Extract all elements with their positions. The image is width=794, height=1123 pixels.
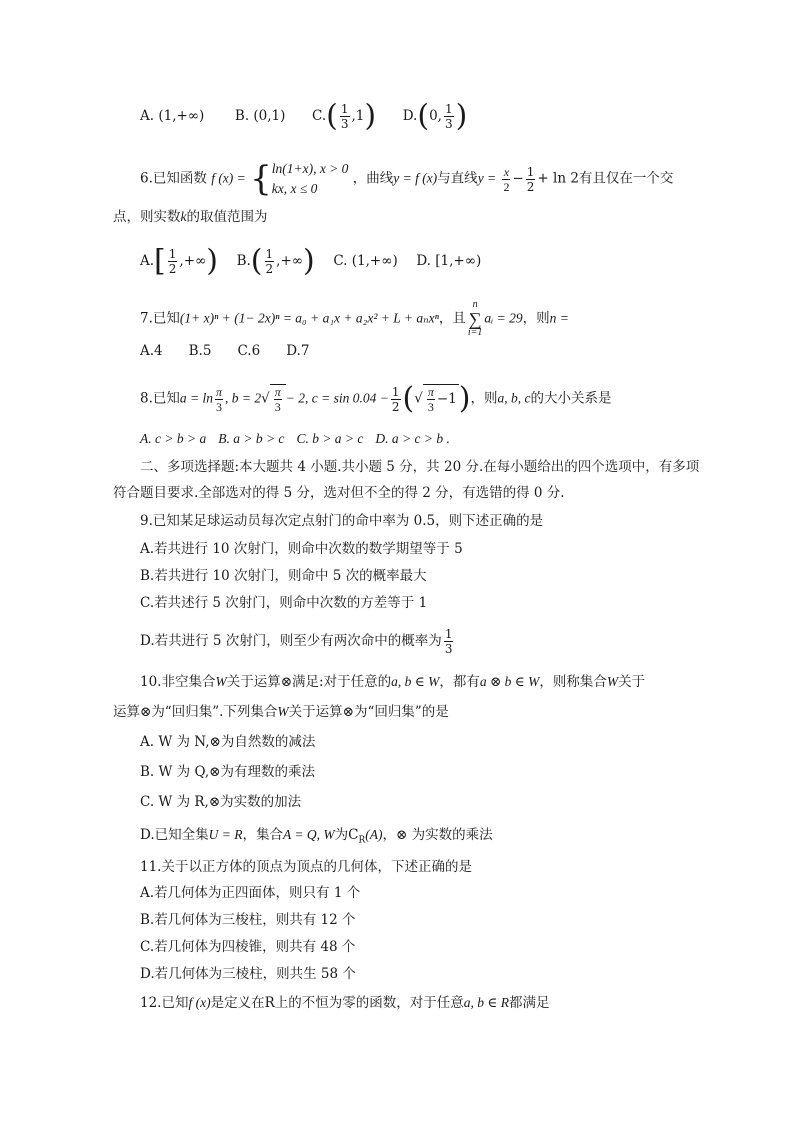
q11-stem: 11.关于以正方体的顶点为顶点的几何体，下述正确的是 bbox=[140, 859, 472, 875]
q6-lead: 6.已知函数 bbox=[140, 170, 207, 187]
q8-pi-over-3-a: $\frac{\pi}{3}$ bbox=[216, 384, 223, 414]
q6-option-a-rest: ,+∞ bbox=[179, 253, 207, 269]
q7-tail: ，则 bbox=[522, 310, 550, 327]
q8-half: $\frac{1}{2}$ bbox=[391, 384, 400, 414]
q6-options: A.[ $\frac{1}{2}$ ,+∞) B.( $\frac{1}{2}$ ,+∞) C. (1,+∞) D. [1,+∞) bbox=[140, 243, 482, 279]
q7-option-b: B.5 bbox=[188, 343, 212, 359]
q5-option-c-prefix: C. bbox=[312, 108, 327, 124]
q9-stem: 9.已知某足球运动员每次定点射门的命中率为 0.5，则下述正确的是 bbox=[140, 513, 544, 529]
q8-option-d: D. a > c > b . bbox=[375, 431, 450, 446]
q6-option-a-fraction: $\frac{1}{2}$ bbox=[168, 247, 177, 276]
q10-l1-a: 10.非空集合 bbox=[140, 674, 216, 690]
q5-option-a: A. (1,+∞) bbox=[140, 108, 205, 124]
q6-with-line: 与直线 bbox=[437, 170, 478, 187]
q9-option-b: B.若共进行 10 次射门，则命中 5 次的概率最大 bbox=[140, 568, 427, 584]
q6-stem: 6.已知函数 f (x) = { ln(1+x), x > 0 kx, x ≤ 0 ，曲线y = f (x)与直线y = $\frac{x}{2}$ − $\frac{1}{2}$ + ln 2有且仅在一个交 bbox=[140, 159, 674, 199]
q6-ln2: + ln 2 bbox=[537, 170, 579, 187]
q8-tail: ，则 bbox=[470, 390, 498, 407]
q10-l2-a: 运算 bbox=[113, 704, 140, 720]
q5-options: A. (1,+∞) B. (0,1) C.( $\frac{1}{3}$ ,1) D.(0, $\frac{1}{3}$ ) bbox=[140, 98, 468, 134]
q10-op: ⊗ bbox=[280, 674, 293, 690]
q10-stem-line1 bbox=[140, 672, 645, 692]
q10-d-d: ，⊗ 为实数的乘法 bbox=[382, 827, 493, 843]
q8-b: , b = 2 bbox=[225, 390, 262, 406]
q10-W-2: W bbox=[606, 674, 619, 689]
q10-W-3: W bbox=[277, 704, 289, 719]
q10-l1-b: 关于运算 bbox=[226, 674, 281, 690]
q9-option-c: C.若共述行 5 次射门，则命中次数的方差等于 1 bbox=[140, 595, 428, 611]
q6-option-b-rest: ,+∞ bbox=[276, 253, 304, 269]
q10-d-u: U = R bbox=[208, 827, 243, 842]
q8-a: a = ln bbox=[179, 390, 214, 406]
q12-fx: f (x) bbox=[188, 995, 211, 1010]
section2-heading: 二、多项选择题:本大题共 4 小题.共小题 5 分，共 20 分.在每小题给出的四个选项中，有多项 bbox=[140, 459, 700, 475]
q10-l2-d: 为“回归集”的是 bbox=[353, 704, 449, 720]
q5-option-c-fraction: $\frac{1}{3}$ bbox=[340, 102, 349, 131]
q6-option-b-fraction: $\frac{1}{2}$ bbox=[265, 247, 274, 276]
q12-b: 是定义在 bbox=[210, 995, 265, 1011]
q10-W: W bbox=[215, 674, 227, 689]
q10-d-sub: R bbox=[358, 835, 366, 846]
q7-option-a: A.4 bbox=[140, 343, 163, 359]
q6-option-c: C. (1,+∞) bbox=[333, 253, 398, 269]
q6-line2-text: 点，则实数 bbox=[113, 209, 181, 225]
q12-c: 上的不恒为零的函数，对于任意 bbox=[274, 995, 464, 1011]
q10-option-b: B. W 为 Q,⊗为有理数的乘法 bbox=[140, 764, 315, 780]
q10-l2-b: 为“回归集”.下列集合 bbox=[151, 704, 278, 720]
q6-curve: y = f (x) bbox=[393, 170, 438, 186]
q6-option-a-prefix: A. bbox=[140, 253, 155, 269]
q8-abc: a, b, c bbox=[497, 390, 531, 406]
q10-d-comp2: (A) bbox=[365, 827, 383, 842]
q10-l1-e: ，则称集合 bbox=[539, 674, 607, 690]
q10-aob: a ⊗ b ∈ W bbox=[479, 674, 540, 689]
q9-option-a: A.若共进行 10 次射门，则命中次数的数学期望等于 5 bbox=[140, 541, 463, 557]
q7-option-d: D.7 bbox=[286, 343, 310, 359]
q6-x-over-2: $\frac{x}{2}$ bbox=[503, 164, 510, 194]
q11-option-a: A.若几何体为正四面体，则只有 1 个 bbox=[140, 885, 361, 901]
q6-line-y: y = bbox=[477, 170, 497, 186]
q8-sqrt-b: $\frac{\pi}{3}$ bbox=[270, 384, 286, 414]
q10-stem-line2 bbox=[113, 702, 449, 722]
q7-sum: n ∑ i=1 bbox=[467, 299, 483, 338]
q12-d: 都满足 bbox=[509, 995, 550, 1011]
q8-stem: 8.已知a = ln $\frac{\pi}{3}$ , b = 2√ $\frac{\pi}{3}$ − 2, c = sin 0.04 − $\frac{1}{2}$ (√ $\frac{\pi}{3}$ −1)，则a, b, c的大小关系是 bbox=[140, 381, 612, 416]
q7-lead: 7.已知 bbox=[140, 310, 180, 327]
q10-d-set: A = Q, W bbox=[283, 827, 335, 842]
q8-c: − 2, c = sin 0.04 − bbox=[285, 390, 389, 406]
q5-option-d-fraction: $\frac{1}{3}$ bbox=[444, 102, 453, 131]
q9-option-d-text: D.若共进行 5 次射门，则至少有两次命中的概率为 bbox=[140, 633, 442, 649]
q7-and: ，且 bbox=[438, 310, 466, 327]
q5-option-d-prefix: D. bbox=[402, 108, 418, 124]
q8-lead: 8.已知 bbox=[140, 390, 180, 407]
q8-sqrt-c: $\frac{\pi}{3}$ −1 bbox=[423, 384, 459, 414]
q10-op-3: ⊗ bbox=[342, 704, 354, 720]
q6-line2-tail: 的取值范围为 bbox=[186, 209, 268, 225]
q6-k: k bbox=[180, 209, 187, 224]
q10-l1-f: 关于 bbox=[618, 674, 646, 690]
q12-stem bbox=[140, 993, 550, 1013]
q11-option-c: C.若几何体为四棱锥，则共有 48 个 bbox=[140, 939, 356, 955]
q12-a: 12.已知 bbox=[140, 995, 189, 1011]
q8-option-a: A. c > b > a bbox=[140, 431, 207, 446]
q9-option-d bbox=[140, 627, 455, 656]
q6-function: f (x) = bbox=[211, 170, 246, 186]
q9-option-d-fraction: $\frac{1}{3}$ bbox=[444, 627, 453, 656]
q5-option-d-first: 0, bbox=[429, 108, 442, 124]
q12-ab: a, b ∈ R bbox=[463, 995, 510, 1010]
q6-mid: ，曲线 bbox=[352, 170, 394, 187]
q8-options bbox=[140, 429, 450, 449]
q8-option-c: C. b > a > c bbox=[296, 431, 364, 446]
q5-option-b: B. (0,1) bbox=[234, 108, 286, 124]
q10-ab: a, b ∈ W bbox=[391, 674, 440, 689]
section2-instructions: 符合题目要求.全部选对的得 5 分，选对但不全的得 2 分，有选错的得 0 分. bbox=[113, 485, 565, 501]
q10-option-c: C. W 为 R,⊗为实数的加法 bbox=[140, 794, 302, 810]
q7-stem bbox=[140, 300, 569, 338]
q7-expansion: (1+ x)ⁿ + (1− 2x)ⁿ = a₀ + a₁x + a₂x² + L + aₙxⁿ bbox=[179, 310, 439, 326]
q10-l2-c: 关于运算 bbox=[288, 704, 343, 720]
q6-option-b-prefix: B. bbox=[236, 253, 251, 269]
q7-n: n = bbox=[549, 310, 569, 326]
q10-op-2: ⊗ bbox=[140, 704, 152, 720]
q10-l1-d: ，都有 bbox=[439, 674, 480, 690]
q11-option-b: B.若几何体为三梭柱，则共有 12 个 bbox=[140, 912, 356, 928]
q10-option-d bbox=[140, 825, 493, 851]
q10-l1-c: 满足:对于任意的 bbox=[292, 674, 392, 690]
q10-option-a: A. W 为 N,⊗为自然数的减法 bbox=[140, 734, 316, 750]
q10-d-comp: C bbox=[348, 827, 359, 843]
q6-half: $\frac{1}{2}$ bbox=[526, 164, 535, 194]
q7-option-c: C.6 bbox=[237, 343, 261, 359]
q8-option-b: B. a > b > c bbox=[218, 431, 285, 446]
q7-sum-value: aᵢ = 29 bbox=[484, 310, 523, 326]
q10-d-a: D.已知全集 bbox=[140, 827, 209, 843]
q7-options bbox=[140, 341, 309, 361]
q11-option-d: D.若几何体为三棱柱，则共生 58 个 bbox=[140, 966, 356, 982]
q12-R: R bbox=[264, 995, 275, 1011]
q10-d-b: ，集合 bbox=[242, 827, 283, 843]
q5-option-c-rest: ,1 bbox=[351, 108, 365, 124]
q6-option-d: D. [1,+∞) bbox=[416, 253, 482, 269]
q6-cases: ln(1+x), x > 0 kx, x ≤ 0 bbox=[271, 161, 349, 196]
q6-line2 bbox=[113, 207, 268, 227]
q8-tail2: 的大小关系是 bbox=[530, 390, 612, 407]
q6-tail: 有且仅在一个交 bbox=[578, 170, 674, 187]
q10-d-c: 为 bbox=[334, 827, 349, 843]
